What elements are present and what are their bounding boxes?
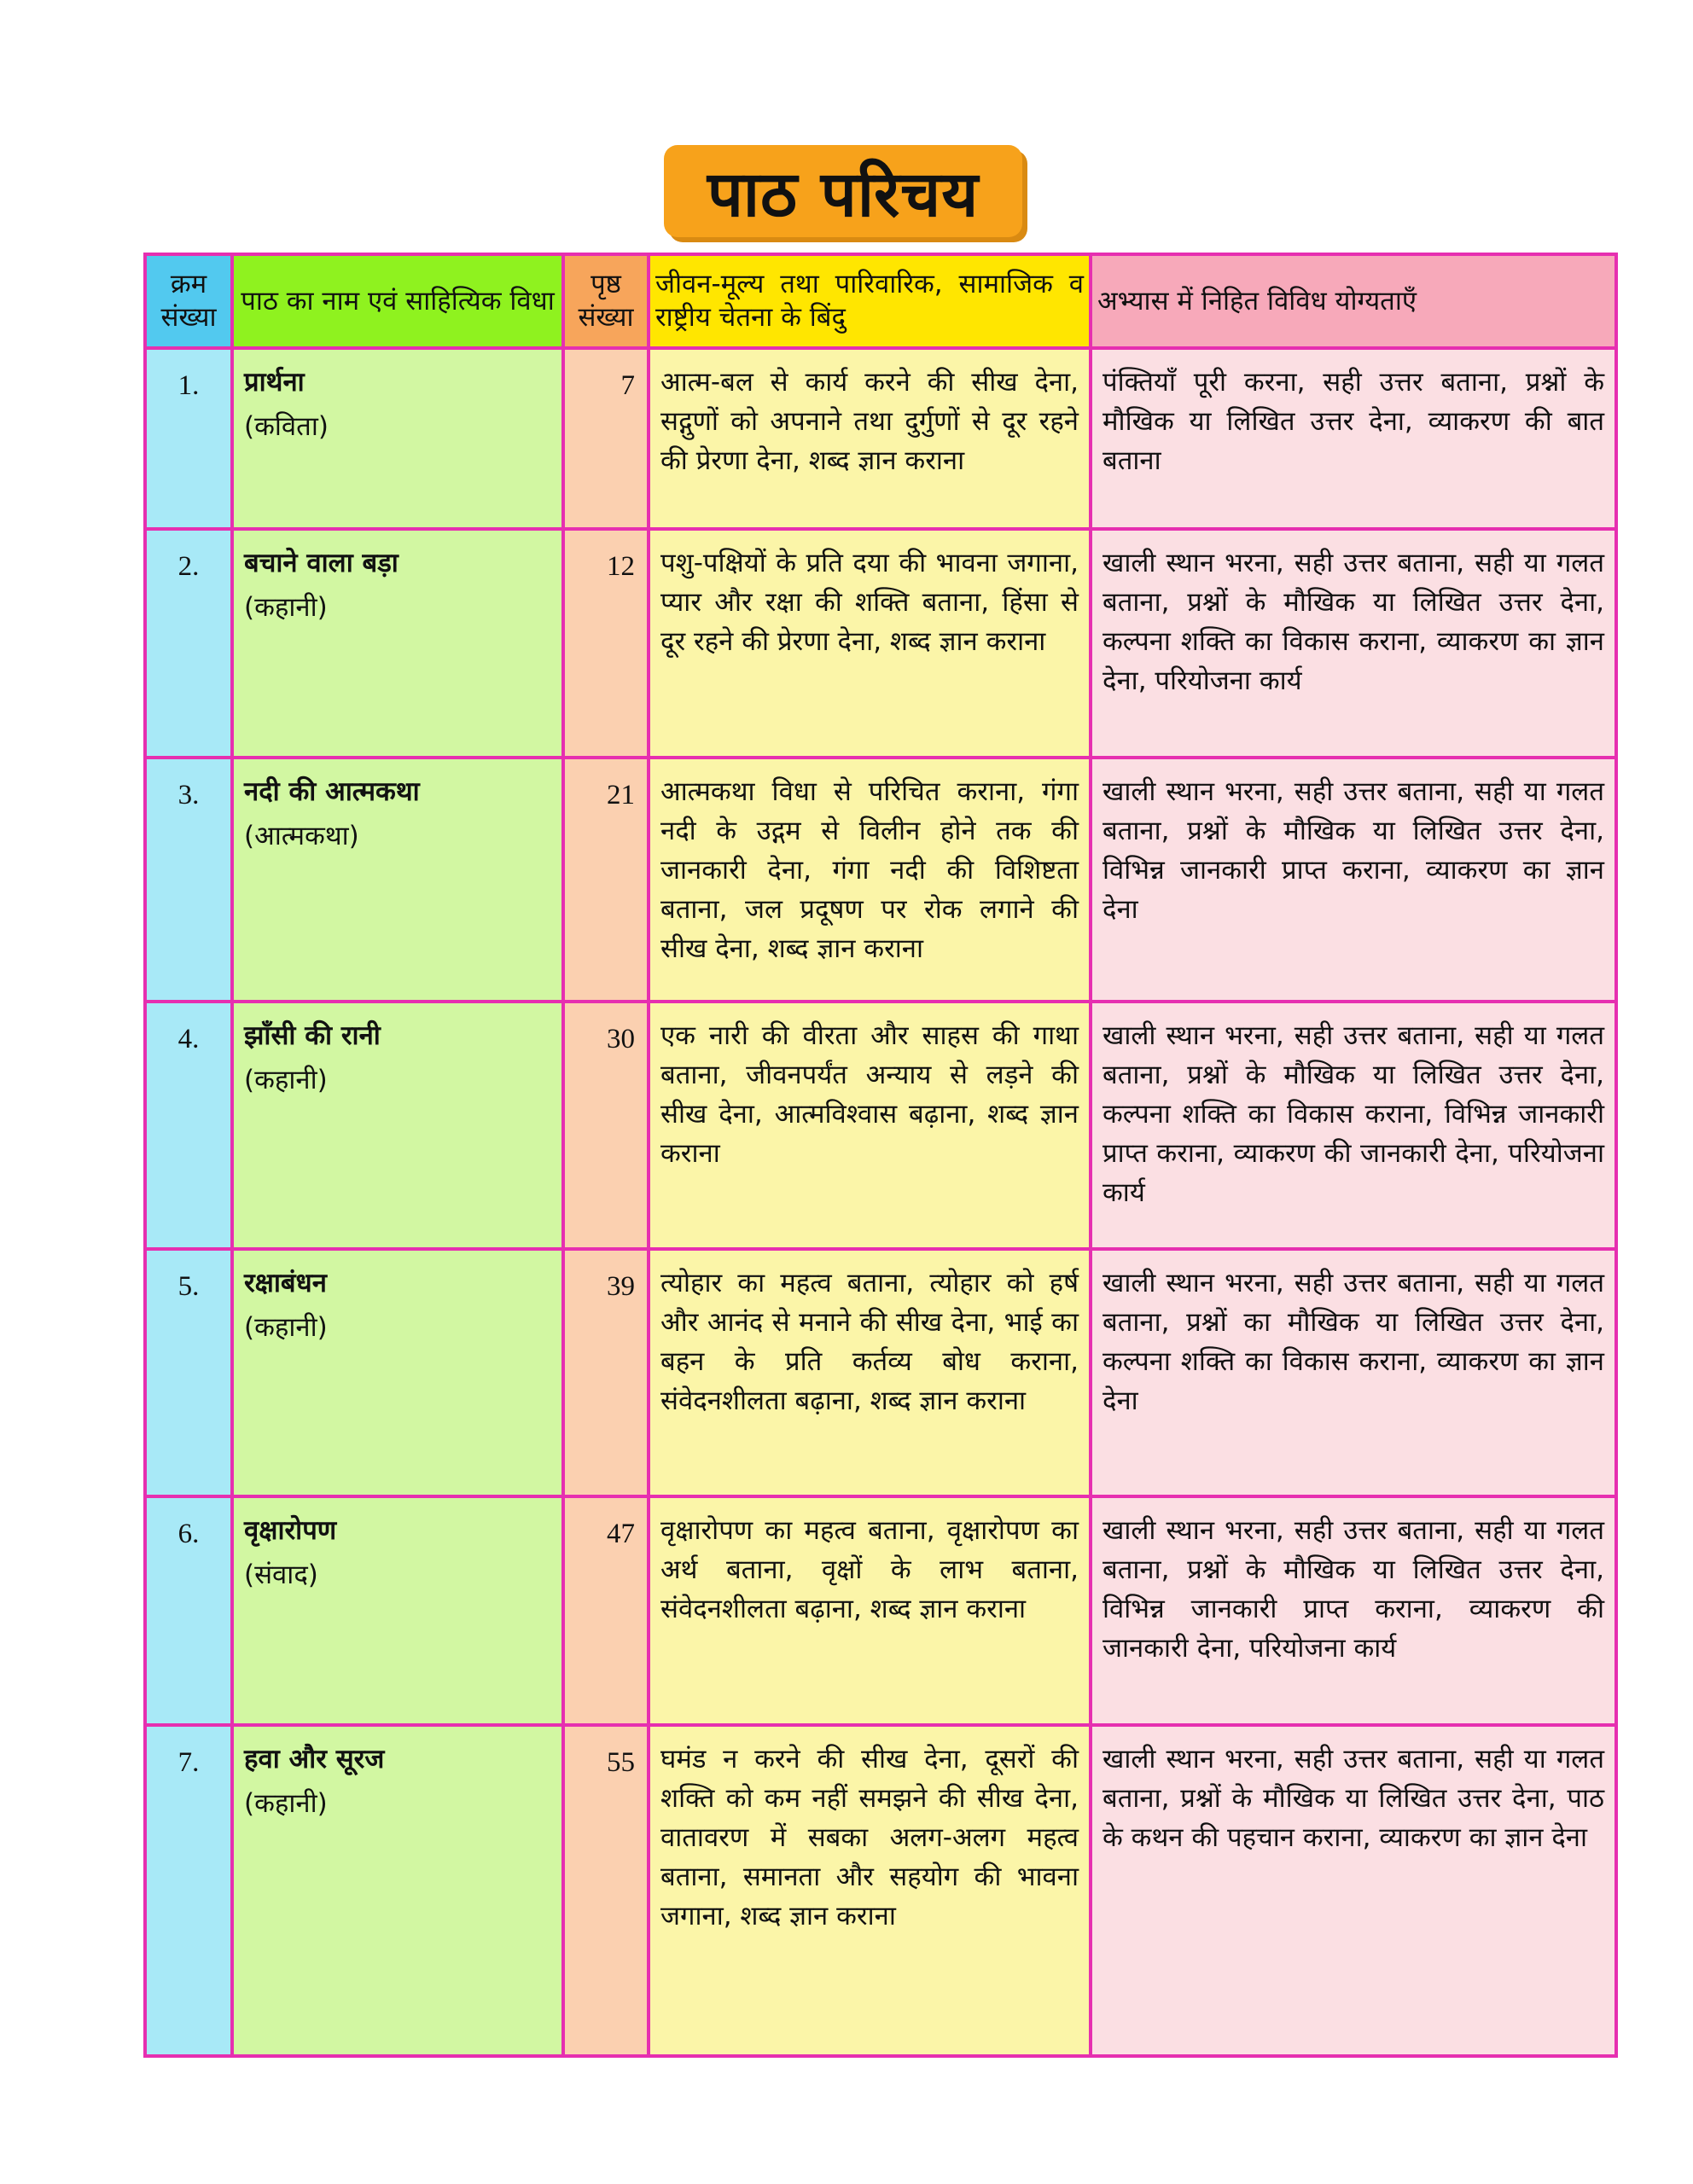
serial-number: 2. — [145, 529, 232, 758]
exercise-skills-text: खाली स्थान भरना, सही उत्तर बताना, सही या गलत बताना, प्रश्नों के मौखिक या लिखित उत्तर देना, कल्पना शक्ति का विकास कराना, विभिन्न जानकारी प्राप्त कराना, व्याकरण की जानकारी देना, परियोजना कार्य — [1091, 1002, 1616, 1249]
exercise-skills-text: खाली स्थान भरना, सही उत्तर बताना, सही या गलत बताना, प्रश्नों के मौखिक या लिखित उत्तर देना, पाठ के कथन की पहचान कराना, व्याकरण का ज्ञान देना — [1091, 1725, 1616, 2056]
lesson-name: प्रार्थना — [244, 367, 305, 398]
serial-number: 3. — [145, 758, 232, 1002]
lesson-genre: (कहानी) — [244, 591, 328, 623]
lesson-cell — [232, 1002, 563, 1249]
lesson-name: झाँसी की रानी — [244, 1020, 381, 1051]
page-title: पाठ परिचय — [707, 157, 980, 231]
lesson-genre: (कहानी) — [244, 1311, 328, 1343]
life-values-text: एक नारी की वीरता और साहस की गाथा बताना, जीवनपर्यंत अन्याय से लड़ने की सीख देना, आत्मविश्वास बढ़ाना, शब्द ज्ञान कराना — [649, 1002, 1091, 1249]
life-values-text: पशु-पक्षियों के प्रति दया की भावना जगाना, प्यार और रक्षा की शक्ति बताना, हिंसा से दूर रहने की प्रेरणा देना, शब्द ज्ञान कराना — [649, 529, 1091, 758]
lesson-name: हवा और सूरज — [244, 1744, 385, 1774]
exercise-skills-text: खाली स्थान भरना, सही उत्तर बताना, सही या गलत बताना, प्रश्नों का मौखिक या लिखित उत्तर देना, कल्पना शक्ति का विकास कराना, व्याकरण का ज्ञान देना — [1091, 1249, 1616, 1496]
exercise-skills-text: पंक्तियाँ पूरी करना, सही उत्तर बताना, प्रश्नों के मौखिक या लिखित उत्तर देना, व्याकरण की बात बताना — [1091, 348, 1616, 529]
lesson-name: नदी की आत्मकथा — [244, 776, 420, 807]
lesson-cell — [232, 529, 563, 758]
header-serial-number: क्रम संख्या — [145, 254, 232, 348]
table-row — [145, 348, 1616, 529]
life-values-text: वृक्षारोपण का महत्व बताना, वृक्षारोपण का अर्थ बताना, वृक्षों के लाभ बताना, संवेदनशीलता बढ़ाना, शब्द ज्ञान कराना — [649, 1496, 1091, 1725]
table-row — [145, 758, 1616, 1002]
life-values-text: घमंड न करने की सीख देना, दूसरों की शक्ति को कम नहीं समझने की सीख देना, वातावरण में सबका अलग-अलग महत्व बताना, समानता और सहयोग की भावना जगाना, शब्द ज्ञान कराना — [649, 1725, 1091, 2056]
lesson-name: बचाने वाला बड़ा — [244, 548, 399, 578]
lesson-genre: (आत्मकथा) — [244, 820, 359, 851]
exercise-skills-text: खाली स्थान भरना, सही उत्तर बताना, सही या गलत बताना, प्रश्नों के मौखिक या लिखित उत्तर देना, विभिन्न जानकारी प्राप्त कराना, व्याकरण की जानकारी देना, परियोजना कार्य — [1091, 1496, 1616, 1725]
life-values-text: आत्म-बल से कार्य करने की सीख देना, सद्गुणों को अपनाने तथा दुर्गुणों से दूर रहने की प्रेरणा देना, शब्द ज्ञान कराना — [649, 348, 1091, 529]
table-row — [145, 1725, 1616, 2056]
page-number: 12 — [563, 529, 649, 758]
page-number: 30 — [563, 1002, 649, 1249]
lesson-name: वृक्षारोपण — [244, 1515, 337, 1546]
lesson-cell — [232, 758, 563, 1002]
serial-number: 1. — [145, 348, 232, 529]
lesson-cell — [232, 1725, 563, 2056]
table-row — [145, 1002, 1616, 1249]
serial-number: 5. — [145, 1249, 232, 1496]
page-number: 39 — [563, 1249, 649, 1496]
lesson-cell — [232, 348, 563, 529]
life-values-text: त्योहार का महत्व बताना, त्योहार को हर्ष और आनंद से मनाने की सीख देना, भाई का बहन के प्रति कर्तव्य बोध कराना, संवेदनशीलता बढ़ाना, शब्द ज्ञान कराना — [649, 1249, 1091, 1496]
serial-number: 7. — [145, 1725, 232, 2056]
lesson-genre: (कहानी) — [244, 1064, 328, 1095]
exercise-skills-text: खाली स्थान भरना, सही उत्तर बताना, सही या गलत बताना, प्रश्नों के मौखिक या लिखित उत्तर देना, विभिन्न जानकारी प्राप्त कराना, व्याकरण का ज्ञान देना — [1091, 758, 1616, 1002]
serial-number: 4. — [145, 1002, 232, 1249]
table-row — [145, 1249, 1616, 1496]
lesson-cell — [232, 1496, 563, 1725]
page-number: 21 — [563, 758, 649, 1002]
lesson-cell — [232, 1249, 563, 1496]
lesson-genre: (कविता) — [244, 410, 329, 442]
header-exercise-skills: अभ्यास में निहित विविध योग्यताएँ — [1091, 254, 1616, 348]
page-title-banner — [664, 145, 1022, 237]
lesson-introduction-table — [143, 253, 1618, 2058]
header-page-number: पृष्ठ संख्या — [563, 254, 649, 348]
header-life-values: जीवन-मूल्य तथा पारिवारिक, सामाजिक व राष्ट्रीय चेतना के बिंदु — [649, 254, 1091, 348]
page-number: 55 — [563, 1725, 649, 2056]
table-header-row — [145, 254, 1616, 348]
header-lesson-name-genre: पाठ का नाम एवं साहित्यिक विधा — [232, 254, 563, 348]
table-row — [145, 1496, 1616, 1725]
table-row — [145, 529, 1616, 758]
lesson-name: रक्षाबंधन — [244, 1268, 327, 1298]
exercise-skills-text: खाली स्थान भरना, सही उत्तर बताना, सही या गलत बताना, प्रश्नों के मौखिक या लिखित उत्तर देना, कल्पना शक्ति का विकास कराना, व्याकरण का ज्ञान देना, परियोजना कार्य — [1091, 529, 1616, 758]
page-number: 47 — [563, 1496, 649, 1725]
lesson-genre: (कहानी) — [244, 1787, 328, 1819]
life-values-text: आत्मकथा विधा से परिचित कराना, गंगा नदी के उद्गम से विलीन होने तक की जानकारी देना, गंगा नदी की विशिष्टता बताना, जल प्रदूषण पर रोक लगाने की सीख देना, शब्द ज्ञान कराना — [649, 758, 1091, 1002]
serial-number: 6. — [145, 1496, 232, 1725]
page-number: 7 — [563, 348, 649, 529]
lesson-genre: (संवाद) — [244, 1559, 318, 1590]
